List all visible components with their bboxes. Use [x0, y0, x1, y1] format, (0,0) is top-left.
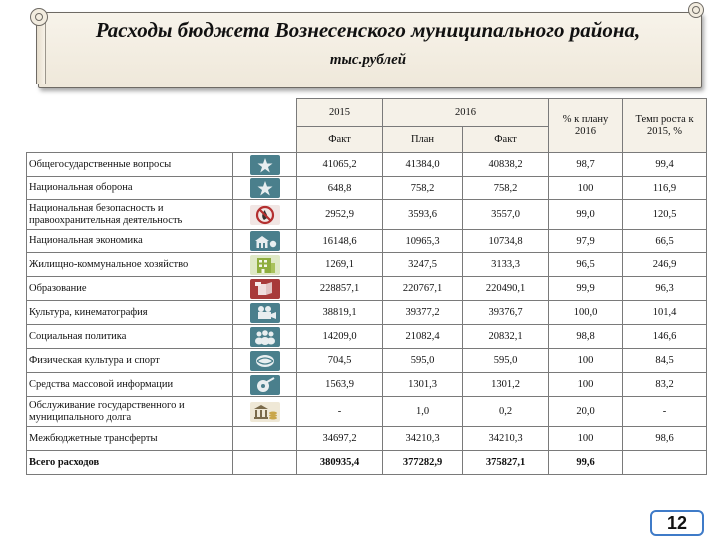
- header-fact-2016: Факт: [463, 127, 549, 153]
- table-row: [27, 349, 707, 373]
- cell-fact-2015: 16148,6: [297, 230, 383, 253]
- cell-fact-2016: 39376,7: [463, 301, 549, 325]
- page-subtitle: тыс.рублей: [329, 52, 407, 68]
- row-icon-cell: [233, 373, 297, 397]
- cell-fact-2015: 704,5: [297, 349, 383, 373]
- cell-fact-2015: 2952,9: [297, 200, 383, 230]
- table-row: [27, 230, 707, 253]
- total-growth: [623, 451, 707, 475]
- cell-fact-2016: 20832,1: [463, 325, 549, 349]
- row-label: Национальная безопасность и правоохранительная деятельность: [27, 200, 233, 230]
- cell-fact-2016: 220490,1: [463, 277, 549, 301]
- header-plan: План: [383, 127, 463, 153]
- cell-pct-plan: 98,7: [549, 153, 623, 177]
- cell-plan-2016: 220767,1: [383, 277, 463, 301]
- cell-fact-2016: 595,0: [463, 349, 549, 373]
- cell-pct-plan: 97,9: [549, 230, 623, 253]
- row-label: Физическая культура и спорт: [27, 349, 233, 373]
- cell-fact-2015: 1563,9: [297, 373, 383, 397]
- table-header: [27, 99, 707, 153]
- building-icon: [250, 255, 280, 275]
- table-row: [27, 373, 707, 397]
- table-row: [27, 325, 707, 349]
- cell-growth: -: [623, 397, 707, 427]
- row-label: Культура, кинематография: [27, 301, 233, 325]
- cell-pct-plan: 98,8: [549, 325, 623, 349]
- table-row: [27, 153, 707, 177]
- table-row: [27, 301, 707, 325]
- page-title: Расходы бюджета Вознесенского муниципального района,: [95, 18, 641, 42]
- cell-plan-2016: 758,2: [383, 177, 463, 200]
- cell-growth: 96,3: [623, 277, 707, 301]
- scroll-curl-icon: [688, 2, 704, 18]
- cell-plan-2016: 21082,4: [383, 325, 463, 349]
- cell-plan-2016: 39377,2: [383, 301, 463, 325]
- cell-fact-2016: 3133,3: [463, 253, 549, 277]
- cell-fact-2015: 1269,1: [297, 253, 383, 277]
- cell-plan-2016: 595,0: [383, 349, 463, 373]
- row-label: Обслуживание государственного и муниципального долга: [27, 397, 233, 427]
- row-label: Образование: [27, 277, 233, 301]
- cell-plan-2016: 1301,3: [383, 373, 463, 397]
- row-icon-cell: [233, 177, 297, 200]
- table-row: [27, 427, 707, 451]
- cell-pct-plan: 100,0: [549, 301, 623, 325]
- page-number: 12: [650, 510, 704, 536]
- star-icon: [250, 155, 280, 175]
- cell-plan-2016: 1,0: [383, 397, 463, 427]
- cell-pct-plan: 100: [549, 373, 623, 397]
- row-icon-cell: [233, 325, 297, 349]
- table-row: [27, 200, 707, 230]
- row-label: Национальная оборона: [27, 177, 233, 200]
- row-icon-cell: [233, 200, 297, 230]
- cell-growth: 98,6: [623, 427, 707, 451]
- cell-pct-plan: 100: [549, 349, 623, 373]
- cell-plan-2016: 34210,3: [383, 427, 463, 451]
- row-label: Национальная экономика: [27, 230, 233, 253]
- header-blank: [27, 99, 297, 153]
- cell-fact-2016: 758,2: [463, 177, 549, 200]
- row-icon-cell: [233, 349, 297, 373]
- cell-growth: 120,5: [623, 200, 707, 230]
- education-icon: [250, 279, 280, 299]
- cell-growth: 99,4: [623, 153, 707, 177]
- row-icon-cell: [233, 301, 297, 325]
- no-fire-icon: [250, 205, 280, 225]
- row-icon-cell: [233, 397, 297, 427]
- total-row: [27, 451, 707, 475]
- cell-fact-2015: 34697,2: [297, 427, 383, 451]
- cell-growth: 101,4: [623, 301, 707, 325]
- table-row: [27, 177, 707, 200]
- economy-icon: [250, 231, 280, 251]
- row-label: Жилищно-коммунальное хозяйство: [27, 253, 233, 277]
- row-icon-cell: [233, 230, 297, 253]
- row-label: Средства массовой информации: [27, 373, 233, 397]
- total-label: Всего расходов: [27, 451, 233, 475]
- cell-plan-2016: 41384,0: [383, 153, 463, 177]
- cell-fact-2016: 0,2: [463, 397, 549, 427]
- cell-plan-2016: 3593,6: [383, 200, 463, 230]
- cell-growth: 84,5: [623, 349, 707, 373]
- row-label: Межбюджетные трансферты: [27, 427, 233, 451]
- star-icon: [250, 178, 280, 198]
- cell-fact-2016: 10734,8: [463, 230, 549, 253]
- header-growth: Темп роста к 2015, %: [623, 99, 707, 153]
- table-row: [27, 397, 707, 427]
- table-row: [27, 277, 707, 301]
- table-row: [27, 253, 707, 277]
- row-icon-cell: [233, 427, 297, 451]
- cell-pct-plan: 20,0: [549, 397, 623, 427]
- cell-plan-2016: 10965,3: [383, 230, 463, 253]
- row-label: Общегосударственные вопросы: [27, 153, 233, 177]
- cell-plan-2016: 3247,5: [383, 253, 463, 277]
- cell-fact-2015: -: [297, 397, 383, 427]
- row-icon-cell: [233, 153, 297, 177]
- cell-fact-2016: 40838,2: [463, 153, 549, 177]
- cell-fact-2015: 38819,1: [297, 301, 383, 325]
- cell-growth: 66,5: [623, 230, 707, 253]
- cell-pct-plan: 96,5: [549, 253, 623, 277]
- cell-fact-2015: 14209,0: [297, 325, 383, 349]
- total-plan-2016: 377282,9: [383, 451, 463, 475]
- total-icon-cell: [233, 451, 297, 475]
- cell-fact-2015: 648,8: [297, 177, 383, 200]
- cell-pct-plan: 100: [549, 177, 623, 200]
- table-body: [27, 153, 707, 475]
- cell-fact-2016: 3557,0: [463, 200, 549, 230]
- cell-growth: 83,2: [623, 373, 707, 397]
- cell-growth: 116,9: [623, 177, 707, 200]
- total-fact-2015: 380935,4: [297, 451, 383, 475]
- cell-fact-2015: 228857,1: [297, 277, 383, 301]
- header-year-2016: 2016: [383, 99, 549, 127]
- cell-fact-2016: 1301,2: [463, 373, 549, 397]
- media-icon: [250, 375, 280, 395]
- title-banner: [30, 4, 706, 86]
- cell-growth: 246,9: [623, 253, 707, 277]
- row-label: Социальная политика: [27, 325, 233, 349]
- row-icon-cell: [233, 277, 297, 301]
- total-fact-2016: 375827,1: [463, 451, 549, 475]
- film-camera-icon: [250, 303, 280, 323]
- cell-fact-2015: 41065,2: [297, 153, 383, 177]
- bank-coins-icon: [250, 402, 280, 422]
- header-pct-plan: % к плану 2016: [549, 99, 623, 153]
- people-icon: [250, 327, 280, 347]
- cell-pct-plan: 99,9: [549, 277, 623, 301]
- header-year-2015: 2015: [297, 99, 383, 127]
- cell-growth: 146,6: [623, 325, 707, 349]
- cell-fact-2016: 34210,3: [463, 427, 549, 451]
- header-fact-2015: Факт: [297, 127, 383, 153]
- budget-table: [26, 98, 707, 475]
- row-icon-cell: [233, 253, 297, 277]
- cell-pct-plan: 99,0: [549, 200, 623, 230]
- total-pct-plan: 99,6: [549, 451, 623, 475]
- cell-pct-plan: 100: [549, 427, 623, 451]
- sport-icon: [250, 351, 280, 371]
